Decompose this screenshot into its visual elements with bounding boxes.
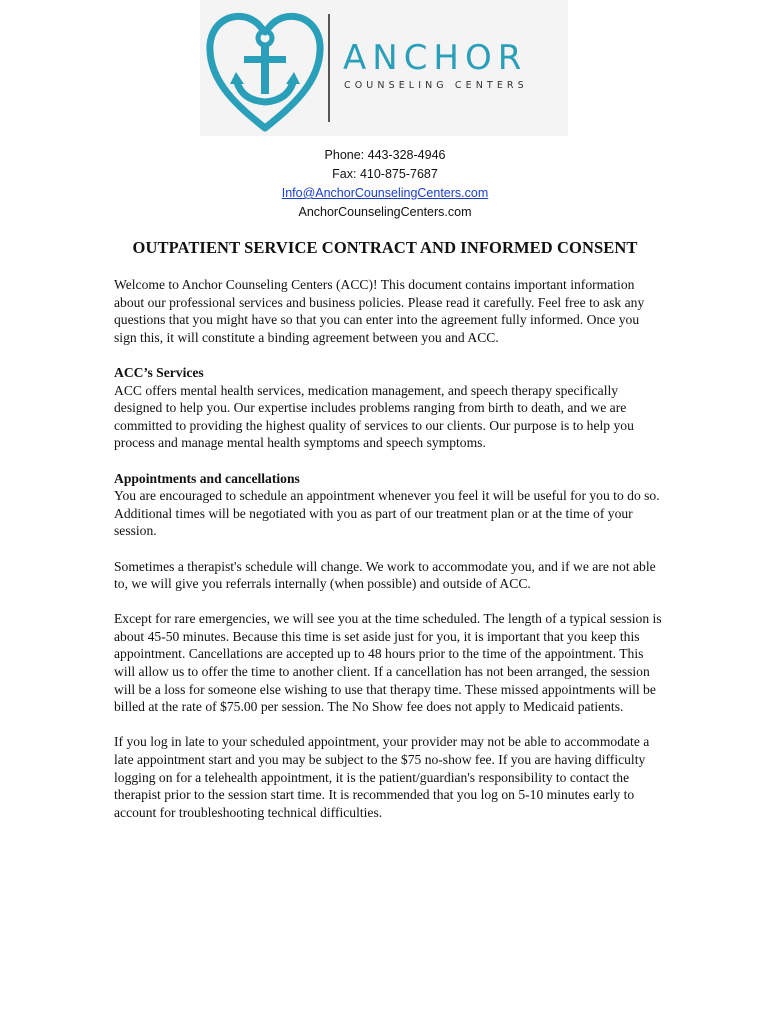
appointments-paragraph-3: Except for rare emergencies, we will see you at the time scheduled. The length of a typical session is about 45-50 minutes. Because this time is set aside just for you, it is important that you keep this appointment. Cancellations are accepted up to 48 hours prior to the time of the appointment. This will allow us to offer the time to another client. If a cancellation has not been arranged, the session will be a loss for someone else wishing to use that therapy time. These missed appointments will be billed at the rate of $75.00 per session. The No Show fee does not apply to Medicaid patients.	[114, 611, 662, 715]
intro-paragraph: Welcome to Anchor Counseling Centers (ACC)! This document contains important information about our professional services and business policies. Please read it carefully. Feel free to ask any questions that you might have so that you can enter into the agreement fully informed. Once you sign this, it will constitute a binding agreement between you and ACC.	[114, 277, 645, 345]
appointments-paragraph-1: You are encouraged to schedule an appointment whenever you feel it will be useful for you to do so. Additional times will be negotiated with you as part of our treatment plan or at the time of your session.	[114, 488, 660, 539]
services-heading: ACC’s Services	[114, 364, 204, 380]
anchor-heart-icon	[200, 0, 330, 136]
appointments-heading: Appointments and cancellations	[114, 470, 300, 486]
logo	[200, 0, 568, 136]
services-paragraph: ACC offers mental health services, medication management, and speech therapy specifically designed to help you. Our expertise includes problems ranging from birth to death, and we are committed to providing the highest quality of services to our clients. Our purpose is to help you process and manage mental health symptoms and speech symptoms.	[114, 382, 634, 451]
services-section	[114, 364, 662, 452]
document-body	[114, 276, 662, 839]
logo-divider	[328, 14, 330, 122]
brand-name: ANCHOR	[343, 38, 528, 78]
phone-number: Phone: 443-328-4946	[324, 148, 446, 162]
appointments-section	[114, 470, 662, 540]
brand-subtitle: COUNSELING CENTERS	[344, 80, 528, 91]
appointments-paragraph-4: If you log in late to your scheduled appointment, your provider may not be able to accommodate a late appointment start and you may be subject to the $75 no-show fee. If you are having difficulty logging on for a telehealth appointment, it is the patient/guardian's responsibility to contact the therapist prior to the session start time. It is recommended that you log on 5-10 minutes early to account for troubleshooting technical difficulties.	[114, 734, 650, 820]
fax-number: Fax: 410-875-7687	[332, 167, 438, 181]
document-title: OUTPATIENT SERVICE CONTRACT AND INFORMED CONSENT	[132, 238, 638, 257]
appointments-paragraph-2: Sometimes a therapist's schedule will change. We work to accommodate you, and if we are not able to, we will give you referrals internally (when possible) and outside of ACC.	[114, 558, 656, 592]
website-text: AnchorCounselingCenters.com	[298, 205, 472, 219]
email-link[interactable]: Info@AnchorCounselingCenters.com	[281, 186, 489, 200]
contact-block	[0, 146, 770, 222]
